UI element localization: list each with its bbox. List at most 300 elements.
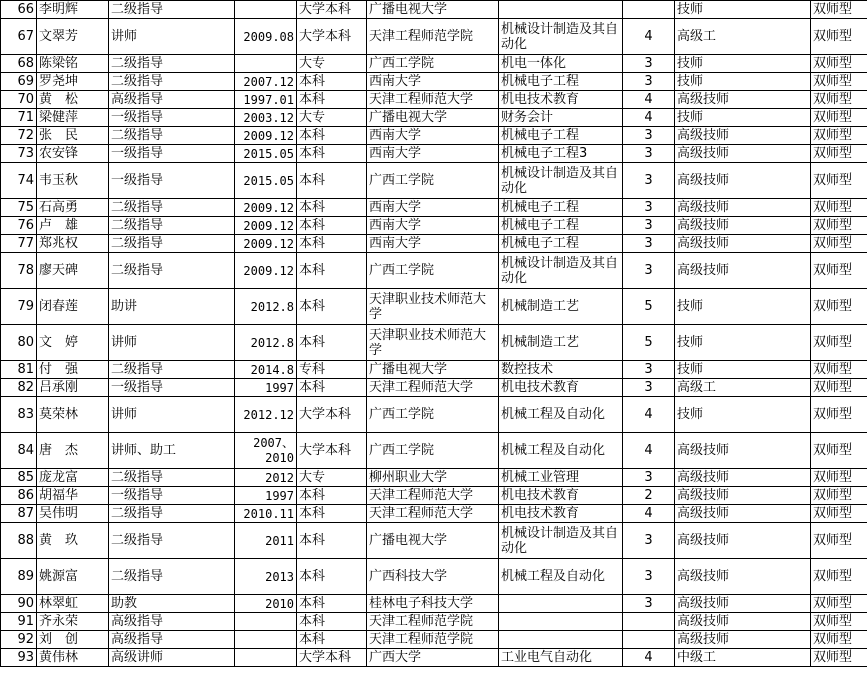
cell-major bbox=[499, 595, 623, 613]
cell-years: 3 bbox=[623, 235, 675, 253]
cell-date: 2010.11 bbox=[235, 505, 297, 523]
cell-certificate: 高级技师 bbox=[675, 145, 811, 163]
cell-row-number: 82 bbox=[1, 379, 37, 397]
cell-date: 2012.12 bbox=[235, 397, 297, 433]
cell-date: 2003.12 bbox=[235, 109, 297, 127]
cell-title: 一级指导 bbox=[109, 109, 235, 127]
cell-certificate: 技师 bbox=[675, 289, 811, 325]
cell-date: 2012 bbox=[235, 469, 297, 487]
cell-major: 机械电子工程 bbox=[499, 127, 623, 145]
cell-school: 广西大学 bbox=[367, 649, 499, 667]
cell-teacher-type: 双师型 bbox=[811, 1, 867, 19]
cell-teacher-type: 双师型 bbox=[811, 163, 867, 199]
cell-teacher-type: 双师型 bbox=[811, 595, 867, 613]
cell-years: 3 bbox=[623, 253, 675, 289]
cell-teacher-type: 双师型 bbox=[811, 289, 867, 325]
cell-major: 机电技术教育 bbox=[499, 505, 623, 523]
cell-row-number: 77 bbox=[1, 235, 37, 253]
table-row bbox=[1, 91, 867, 109]
cell-date: 2009.12 bbox=[235, 217, 297, 235]
cell-title: 高级指导 bbox=[109, 613, 235, 631]
cell-certificate: 高级技师 bbox=[675, 91, 811, 109]
table-row bbox=[1, 163, 867, 199]
cell-date: 2007、2010 bbox=[235, 433, 297, 469]
cell-school: 广西科技大学 bbox=[367, 559, 499, 595]
cell-education: 大学本科 bbox=[297, 397, 367, 433]
cell-certificate: 高级技师 bbox=[675, 523, 811, 559]
table-row bbox=[1, 469, 867, 487]
cell-name: 农安锋 bbox=[37, 145, 109, 163]
cell-major: 财务会计 bbox=[499, 109, 623, 127]
cell-years: 4 bbox=[623, 505, 675, 523]
table-row bbox=[1, 433, 867, 469]
cell-major: 机电一体化 bbox=[499, 55, 623, 73]
cell-certificate: 高级技师 bbox=[675, 235, 811, 253]
cell-major bbox=[499, 1, 623, 19]
cell-title: 一级指导 bbox=[109, 379, 235, 397]
cell-teacher-type: 双师型 bbox=[811, 199, 867, 217]
cell-education: 本科 bbox=[297, 199, 367, 217]
cell-teacher-type: 双师型 bbox=[811, 397, 867, 433]
cell-date bbox=[235, 649, 297, 667]
cell-date: 1997.01 bbox=[235, 91, 297, 109]
table-row bbox=[1, 505, 867, 523]
cell-school: 西南大学 bbox=[367, 217, 499, 235]
cell-date bbox=[235, 613, 297, 631]
cell-teacher-type: 双师型 bbox=[811, 649, 867, 667]
cell-school: 桂林电子科技大学 bbox=[367, 595, 499, 613]
cell-major: 机电技术教育 bbox=[499, 91, 623, 109]
cell-education: 本科 bbox=[297, 91, 367, 109]
cell-title: 二级指导 bbox=[109, 73, 235, 91]
cell-title: 讲师 bbox=[109, 325, 235, 361]
cell-education: 大专 bbox=[297, 109, 367, 127]
cell-certificate: 技师 bbox=[675, 397, 811, 433]
cell-certificate: 高级技师 bbox=[675, 217, 811, 235]
cell-name: 石高勇 bbox=[37, 199, 109, 217]
cell-major bbox=[499, 613, 623, 631]
cell-years: 3 bbox=[623, 127, 675, 145]
cell-certificate: 高级技师 bbox=[675, 253, 811, 289]
cell-education: 本科 bbox=[297, 73, 367, 91]
table-row bbox=[1, 631, 867, 649]
cell-major: 机械电子工程 bbox=[499, 235, 623, 253]
table-row bbox=[1, 289, 867, 325]
cell-education: 本科 bbox=[297, 325, 367, 361]
cell-years: 3 bbox=[623, 217, 675, 235]
cell-teacher-type: 双师型 bbox=[811, 559, 867, 595]
cell-school: 天津职业技术师范大学 bbox=[367, 325, 499, 361]
cell-certificate: 技师 bbox=[675, 73, 811, 91]
cell-title: 二级指导 bbox=[109, 217, 235, 235]
cell-row-number: 78 bbox=[1, 253, 37, 289]
cell-row-number: 93 bbox=[1, 649, 37, 667]
cell-years: 3 bbox=[623, 559, 675, 595]
cell-title: 二级指导 bbox=[109, 253, 235, 289]
table-row bbox=[1, 55, 867, 73]
cell-row-number: 79 bbox=[1, 289, 37, 325]
cell-date: 2012.8 bbox=[235, 289, 297, 325]
cell-teacher-type: 双师型 bbox=[811, 55, 867, 73]
cell-years: 4 bbox=[623, 19, 675, 55]
table-row bbox=[1, 523, 867, 559]
cell-years: 4 bbox=[623, 91, 675, 109]
cell-title: 二级指导 bbox=[109, 235, 235, 253]
cell-years: 3 bbox=[623, 469, 675, 487]
cell-education: 本科 bbox=[297, 235, 367, 253]
cell-certificate: 高级工 bbox=[675, 19, 811, 55]
cell-certificate: 高级技师 bbox=[675, 559, 811, 595]
cell-title: 二级指导 bbox=[109, 523, 235, 559]
cell-certificate: 技师 bbox=[675, 325, 811, 361]
cell-name: 胡福华 bbox=[37, 487, 109, 505]
cell-teacher-type: 双师型 bbox=[811, 469, 867, 487]
cell-certificate: 高级技师 bbox=[675, 595, 811, 613]
cell-date: 2010 bbox=[235, 595, 297, 613]
cell-title: 一级指导 bbox=[109, 487, 235, 505]
cell-row-number: 87 bbox=[1, 505, 37, 523]
cell-title: 二级指导 bbox=[109, 559, 235, 595]
cell-education: 本科 bbox=[297, 127, 367, 145]
cell-years: 3 bbox=[623, 595, 675, 613]
table-row bbox=[1, 19, 867, 55]
cell-row-number: 81 bbox=[1, 361, 37, 379]
cell-school: 天津工程师范学院 bbox=[367, 613, 499, 631]
table-row bbox=[1, 361, 867, 379]
cell-teacher-type: 双师型 bbox=[811, 19, 867, 55]
cell-certificate: 中级工 bbox=[675, 649, 811, 667]
cell-education: 本科 bbox=[297, 613, 367, 631]
cell-title: 助讲 bbox=[109, 289, 235, 325]
cell-name: 齐永荣 bbox=[37, 613, 109, 631]
cell-name: 林翠虹 bbox=[37, 595, 109, 613]
cell-years: 4 bbox=[623, 397, 675, 433]
cell-certificate: 高级技师 bbox=[675, 163, 811, 199]
cell-education: 本科 bbox=[297, 595, 367, 613]
cell-title: 一级指导 bbox=[109, 163, 235, 199]
cell-name: 文 婷 bbox=[37, 325, 109, 361]
cell-certificate: 高级技师 bbox=[675, 631, 811, 649]
table-row bbox=[1, 217, 867, 235]
cell-date: 1997 bbox=[235, 379, 297, 397]
table-row bbox=[1, 127, 867, 145]
cell-title: 讲师 bbox=[109, 397, 235, 433]
cell-teacher-type: 双师型 bbox=[811, 433, 867, 469]
cell-certificate: 高级技师 bbox=[675, 613, 811, 631]
cell-major: 工业电气自动化 bbox=[499, 649, 623, 667]
table-row bbox=[1, 595, 867, 613]
cell-education: 专科 bbox=[297, 361, 367, 379]
cell-title: 高级指导 bbox=[109, 631, 235, 649]
cell-education: 本科 bbox=[297, 523, 367, 559]
cell-name: 庞龙富 bbox=[37, 469, 109, 487]
cell-name: 张 民 bbox=[37, 127, 109, 145]
cell-school: 天津工程师范学院 bbox=[367, 19, 499, 55]
cell-name: 唐 杰 bbox=[37, 433, 109, 469]
cell-certificate: 高级工 bbox=[675, 379, 811, 397]
cell-major: 机电技术教育 bbox=[499, 487, 623, 505]
cell-education: 本科 bbox=[297, 253, 367, 289]
table-body bbox=[1, 1, 867, 667]
cell-name: 黄 松 bbox=[37, 91, 109, 109]
cell-row-number: 69 bbox=[1, 73, 37, 91]
cell-teacher-type: 双师型 bbox=[811, 361, 867, 379]
cell-row-number: 80 bbox=[1, 325, 37, 361]
cell-years: 2 bbox=[623, 487, 675, 505]
cell-education: 大专 bbox=[297, 469, 367, 487]
cell-row-number: 76 bbox=[1, 217, 37, 235]
cell-education: 本科 bbox=[297, 559, 367, 595]
cell-school: 西南大学 bbox=[367, 127, 499, 145]
cell-school: 广播电视大学 bbox=[367, 361, 499, 379]
cell-row-number: 73 bbox=[1, 145, 37, 163]
cell-school: 广西工学院 bbox=[367, 433, 499, 469]
cell-certificate: 技师 bbox=[675, 109, 811, 127]
cell-certificate: 高级技师 bbox=[675, 199, 811, 217]
cell-row-number: 89 bbox=[1, 559, 37, 595]
cell-certificate: 高级技师 bbox=[675, 433, 811, 469]
table-row bbox=[1, 109, 867, 127]
cell-name: 罗尧坤 bbox=[37, 73, 109, 91]
cell-years: 3 bbox=[623, 199, 675, 217]
cell-teacher-type: 双师型 bbox=[811, 505, 867, 523]
cell-name: 黄 玖 bbox=[37, 523, 109, 559]
cell-row-number: 90 bbox=[1, 595, 37, 613]
cell-years bbox=[623, 631, 675, 649]
cell-school: 天津工程师范大学 bbox=[367, 505, 499, 523]
cell-row-number: 83 bbox=[1, 397, 37, 433]
table-row bbox=[1, 73, 867, 91]
table-row bbox=[1, 145, 867, 163]
cell-school: 天津工程师范大学 bbox=[367, 379, 499, 397]
cell-name: 廖天碑 bbox=[37, 253, 109, 289]
table-row bbox=[1, 235, 867, 253]
cell-certificate: 高级技师 bbox=[675, 487, 811, 505]
cell-row-number: 86 bbox=[1, 487, 37, 505]
cell-major: 机械设计制造及其自动化 bbox=[499, 163, 623, 199]
cell-years: 5 bbox=[623, 325, 675, 361]
cell-teacher-type: 双师型 bbox=[811, 631, 867, 649]
cell-school: 西南大学 bbox=[367, 199, 499, 217]
cell-title: 二级指导 bbox=[109, 505, 235, 523]
cell-row-number: 75 bbox=[1, 199, 37, 217]
cell-school: 广播电视大学 bbox=[367, 1, 499, 19]
table-row bbox=[1, 487, 867, 505]
cell-school: 广西工学院 bbox=[367, 253, 499, 289]
cell-major: 机械电子工程3 bbox=[499, 145, 623, 163]
cell-years: 4 bbox=[623, 433, 675, 469]
cell-date: 2009.12 bbox=[235, 127, 297, 145]
cell-education: 大学本科 bbox=[297, 1, 367, 19]
cell-teacher-type: 双师型 bbox=[811, 73, 867, 91]
cell-title: 二级指导 bbox=[109, 469, 235, 487]
cell-title: 二级指导 bbox=[109, 1, 235, 19]
cell-title: 高级讲师 bbox=[109, 649, 235, 667]
cell-name: 姚源富 bbox=[37, 559, 109, 595]
cell-title: 讲师、助工 bbox=[109, 433, 235, 469]
cell-date bbox=[235, 631, 297, 649]
cell-date: 2013 bbox=[235, 559, 297, 595]
cell-name: 卢 雄 bbox=[37, 217, 109, 235]
cell-title: 助教 bbox=[109, 595, 235, 613]
cell-major: 机械工程及自动化 bbox=[499, 559, 623, 595]
cell-school: 广西工学院 bbox=[367, 397, 499, 433]
cell-major: 机电技术教育 bbox=[499, 379, 623, 397]
cell-school: 西南大学 bbox=[367, 73, 499, 91]
cell-row-number: 74 bbox=[1, 163, 37, 199]
cell-major: 数控技术 bbox=[499, 361, 623, 379]
cell-years: 3 bbox=[623, 379, 675, 397]
cell-row-number: 71 bbox=[1, 109, 37, 127]
cell-education: 大学本科 bbox=[297, 19, 367, 55]
cell-certificate: 技师 bbox=[675, 1, 811, 19]
cell-years: 4 bbox=[623, 649, 675, 667]
cell-education: 本科 bbox=[297, 163, 367, 199]
cell-school: 西南大学 bbox=[367, 235, 499, 253]
cell-major: 机械制造工艺 bbox=[499, 325, 623, 361]
cell-row-number: 92 bbox=[1, 631, 37, 649]
cell-school: 广西工学院 bbox=[367, 55, 499, 73]
cell-name: 李明辉 bbox=[37, 1, 109, 19]
cell-education: 大专 bbox=[297, 55, 367, 73]
cell-name: 陈梁铭 bbox=[37, 55, 109, 73]
cell-title: 二级指导 bbox=[109, 361, 235, 379]
cell-certificate: 高级技师 bbox=[675, 505, 811, 523]
cell-row-number: 88 bbox=[1, 523, 37, 559]
cell-name: 梁健萍 bbox=[37, 109, 109, 127]
table-row bbox=[1, 397, 867, 433]
cell-row-number: 66 bbox=[1, 1, 37, 19]
cell-school: 广播电视大学 bbox=[367, 523, 499, 559]
cell-education: 本科 bbox=[297, 631, 367, 649]
cell-date: 1997 bbox=[235, 487, 297, 505]
cell-date: 2015.05 bbox=[235, 145, 297, 163]
cell-major: 机械工程及自动化 bbox=[499, 433, 623, 469]
cell-name: 吴伟明 bbox=[37, 505, 109, 523]
table-row bbox=[1, 379, 867, 397]
cell-school: 天津工程师范学院 bbox=[367, 631, 499, 649]
cell-teacher-type: 双师型 bbox=[811, 91, 867, 109]
cell-teacher-type: 双师型 bbox=[811, 145, 867, 163]
cell-teacher-type: 双师型 bbox=[811, 379, 867, 397]
cell-teacher-type: 双师型 bbox=[811, 325, 867, 361]
cell-education: 本科 bbox=[297, 505, 367, 523]
cell-row-number: 84 bbox=[1, 433, 37, 469]
cell-certificate: 高级技师 bbox=[675, 469, 811, 487]
cell-education: 大学本科 bbox=[297, 433, 367, 469]
cell-major: 机械制造工艺 bbox=[499, 289, 623, 325]
cell-row-number: 70 bbox=[1, 91, 37, 109]
table-row bbox=[1, 649, 867, 667]
cell-row-number: 67 bbox=[1, 19, 37, 55]
cell-school: 柳州职业大学 bbox=[367, 469, 499, 487]
cell-years: 4 bbox=[623, 109, 675, 127]
cell-school: 天津工程师范大学 bbox=[367, 91, 499, 109]
cell-date: 2007.12 bbox=[235, 73, 297, 91]
cell-row-number: 72 bbox=[1, 127, 37, 145]
cell-education: 本科 bbox=[297, 217, 367, 235]
cell-certificate: 技师 bbox=[675, 55, 811, 73]
table-row bbox=[1, 253, 867, 289]
cell-major: 机械电子工程 bbox=[499, 199, 623, 217]
cell-teacher-type: 双师型 bbox=[811, 487, 867, 505]
cell-major: 机械设计制造及其自动化 bbox=[499, 19, 623, 55]
cell-years: 5 bbox=[623, 289, 675, 325]
cell-school: 西南大学 bbox=[367, 145, 499, 163]
cell-date: 2012.8 bbox=[235, 325, 297, 361]
cell-years bbox=[623, 1, 675, 19]
cell-date: 2009.12 bbox=[235, 253, 297, 289]
cell-title: 讲师 bbox=[109, 19, 235, 55]
cell-title: 二级指导 bbox=[109, 127, 235, 145]
cell-name: 郑兆权 bbox=[37, 235, 109, 253]
cell-row-number: 68 bbox=[1, 55, 37, 73]
cell-years: 3 bbox=[623, 523, 675, 559]
cell-years bbox=[623, 613, 675, 631]
cell-education: 大学本科 bbox=[297, 649, 367, 667]
cell-date: 2015.05 bbox=[235, 163, 297, 199]
cell-name: 韦玉秋 bbox=[37, 163, 109, 199]
cell-name: 文翠芳 bbox=[37, 19, 109, 55]
cell-school: 天津工程师范大学 bbox=[367, 487, 499, 505]
cell-date: 2009.12 bbox=[235, 199, 297, 217]
cell-teacher-type: 双师型 bbox=[811, 235, 867, 253]
cell-row-number: 85 bbox=[1, 469, 37, 487]
cell-name: 付 强 bbox=[37, 361, 109, 379]
cell-major: 机械工业管理 bbox=[499, 469, 623, 487]
cell-school: 天津职业技术师范大学 bbox=[367, 289, 499, 325]
cell-certificate: 高级技师 bbox=[675, 127, 811, 145]
cell-major: 机械工程及自动化 bbox=[499, 397, 623, 433]
cell-date: 2014.8 bbox=[235, 361, 297, 379]
cell-years: 3 bbox=[623, 163, 675, 199]
cell-teacher-type: 双师型 bbox=[811, 613, 867, 631]
cell-education: 本科 bbox=[297, 145, 367, 163]
cell-education: 本科 bbox=[297, 379, 367, 397]
cell-major: 机械电子工程 bbox=[499, 217, 623, 235]
cell-title: 二级指导 bbox=[109, 199, 235, 217]
cell-school: 广播电视大学 bbox=[367, 109, 499, 127]
cell-title: 一级指导 bbox=[109, 145, 235, 163]
cell-teacher-type: 双师型 bbox=[811, 127, 867, 145]
cell-date: 2009.08 bbox=[235, 19, 297, 55]
cell-name: 吕承刚 bbox=[37, 379, 109, 397]
cell-name: 闭春莲 bbox=[37, 289, 109, 325]
cell-years: 3 bbox=[623, 55, 675, 73]
cell-date bbox=[235, 1, 297, 19]
cell-education: 本科 bbox=[297, 289, 367, 325]
cell-teacher-type: 双师型 bbox=[811, 109, 867, 127]
cell-major: 机械电子工程 bbox=[499, 73, 623, 91]
cell-years: 3 bbox=[623, 73, 675, 91]
cell-major: 机械设计制造及其自动化 bbox=[499, 523, 623, 559]
table-row bbox=[1, 325, 867, 361]
cell-row-number: 91 bbox=[1, 613, 37, 631]
cell-education: 本科 bbox=[297, 487, 367, 505]
table-row bbox=[1, 1, 867, 19]
cell-major bbox=[499, 631, 623, 649]
cell-years: 3 bbox=[623, 145, 675, 163]
cell-date: 2009.12 bbox=[235, 235, 297, 253]
cell-name: 刘 创 bbox=[37, 631, 109, 649]
cell-teacher-type: 双师型 bbox=[811, 523, 867, 559]
table-row bbox=[1, 199, 867, 217]
cell-school: 广西工学院 bbox=[367, 163, 499, 199]
cell-title: 二级指导 bbox=[109, 55, 235, 73]
cell-date: 2011 bbox=[235, 523, 297, 559]
cell-years: 3 bbox=[623, 361, 675, 379]
cell-name: 黄伟林 bbox=[37, 649, 109, 667]
